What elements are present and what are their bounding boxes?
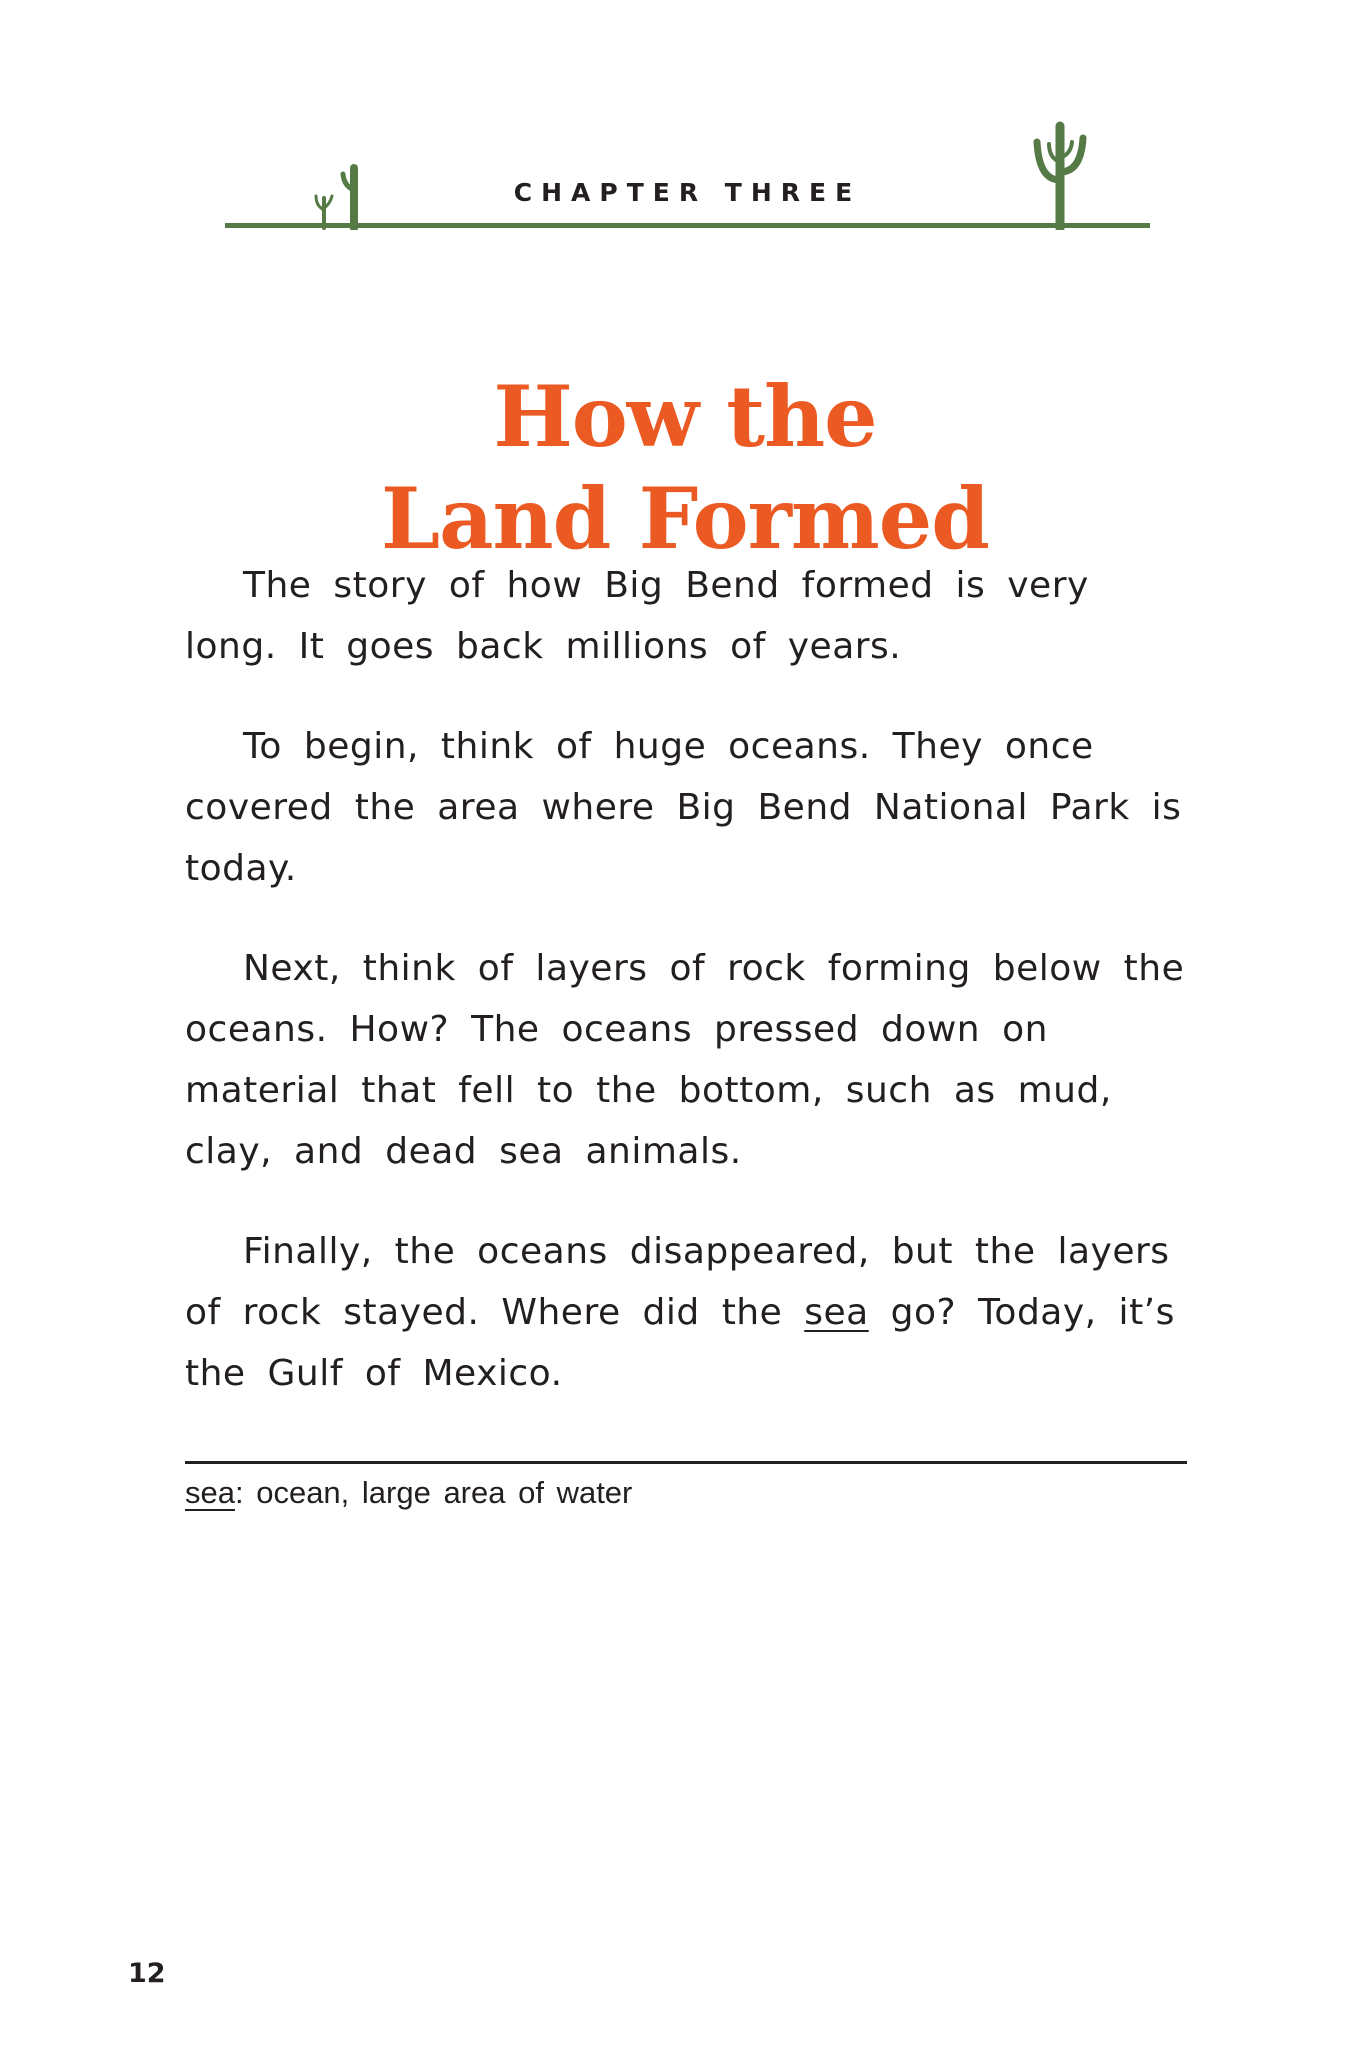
paragraph-4-before: Finally, the oceans disappeared, but the layers of rock stayed. Where did the — [185, 1231, 1170, 1333]
glossary-term-sea: sea — [804, 1292, 869, 1333]
footnote-term: sea — [185, 1475, 235, 1510]
chapter-rule — [225, 223, 1150, 228]
chapter-label: CHAPTER THREE — [513, 178, 862, 207]
footnote-definition: : ocean, large area of water — [234, 1475, 633, 1510]
page-number: 12 — [128, 1958, 166, 1989]
paragraph-4-after: go? Today, it’s the Gulf of Mexico. — [185, 1292, 1175, 1394]
paragraph-3: Next, think of layers of rock forming below the oceans. How? The oceans pressed down on material that fell to the bottom, such as mud, clay, and dead sea animals. — [185, 948, 1185, 1172]
footnote-divider — [185, 1461, 1187, 1464]
paragraph-2: To begin, think of huge oceans. They once covered the area where Big Bend National Park is today. — [185, 726, 1182, 889]
saguaro-cactus-icon — [1025, 118, 1095, 230]
paragraph-4 — [185, 1221, 1185, 1404]
body-text — [185, 555, 1185, 1404]
paragraph-1: The story of how Big Bend formed is very long. It goes back millions of years. — [185, 565, 1089, 667]
footnote — [185, 1475, 632, 1511]
title-line-2: Land Formed — [381, 469, 989, 569]
title-line-1: How the — [493, 367, 877, 467]
page-title — [0, 366, 1351, 570]
chapter-header — [225, 110, 1150, 230]
